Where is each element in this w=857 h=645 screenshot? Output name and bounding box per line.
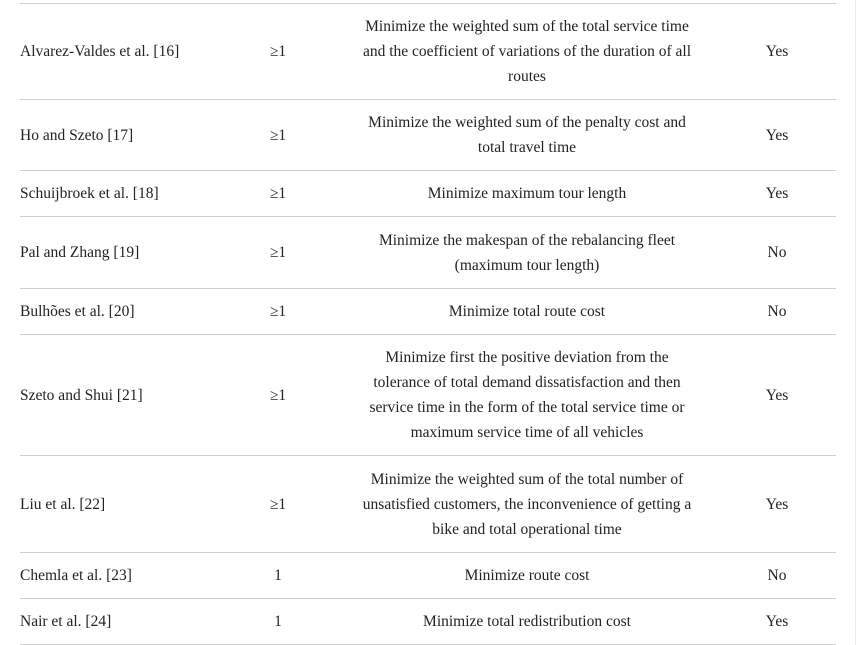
vehicles-cell: ≥1 [269,303,287,320]
table-row [20,335,836,456]
page-edge-divider [855,0,856,645]
objective-text: Minimize the weighted sum of the penalty cost and total travel time [368,114,686,156]
vehicles-cell: ≥1 [269,43,287,60]
study-cell: Szeto and Shui [21] [20,386,143,404]
flag-cell: Yes [765,43,789,60]
objective-text: Minimize route cost [464,567,590,584]
table-row [20,456,836,553]
objective-cell [336,289,718,335]
vehicles-cell: ≥1 [269,495,287,513]
objective-cell [336,456,718,553]
table-row [20,100,836,171]
flag-cell: No [767,244,787,261]
study-cell: Schuijbroek et al. [18] [20,185,159,202]
vehicles-cell: 1 [274,613,282,630]
objective-text: Minimize total redistribution cost [423,613,631,630]
objective-text: Minimize the makespan of the rebalancing fleet (maximum tour length) [378,231,676,274]
table-row [20,171,836,217]
table-row [20,289,836,335]
objective-text: Minimize first the positive deviation from the tolerance of total demand dissatisfaction and then service time in the form of the total service time or maximum service time of all vehicles [369,349,685,441]
flag-cell: Yes [765,613,789,630]
table-row [20,553,836,599]
flag-cell: Yes [765,126,789,144]
vehicles-cell: ≥1 [269,386,287,404]
study-cell: Liu et al. [22] [20,495,106,513]
study-cell: Chemla et al. [23] [20,567,132,584]
study-cell: Pal and Zhang [19] [20,244,140,261]
study-cell: Alvarez-Valdes et al. [16] [20,43,180,60]
literature-table [20,3,836,645]
flag-cell: Yes [765,386,789,404]
objective-text: Minimize the weighted sum of the total service time and the coefficient of variations of the duration of all routes [362,18,692,85]
study-cell: Bulhões et al. [20] [20,303,135,320]
objective-cell [336,553,718,599]
vehicles-cell: ≥1 [269,126,287,144]
objective-cell [336,335,718,456]
objective-cell [336,217,718,289]
table-row [20,4,836,100]
objective-cell [336,4,718,100]
vehicles-cell: 1 [274,567,282,584]
objective-cell [336,100,718,171]
objective-cell [336,171,718,217]
objective-text: Minimize total route cost [448,303,606,320]
objective-cell [336,599,718,645]
table-row [20,217,836,289]
flag-cell: No [767,303,787,320]
study-cell: Nair et al. [24] [20,613,112,630]
objective-text: Minimize the weighted sum of the total number of unsatisfied customers, the inconvenience of getting a bike and total operational time [362,470,692,538]
flag-cell: Yes [765,185,789,202]
literature-table-container [20,3,836,645]
vehicles-cell: ≥1 [269,185,287,202]
study-cell: Ho and Szeto [17] [20,126,134,144]
flag-cell: Yes [765,495,789,513]
vehicles-cell: ≥1 [269,244,287,261]
objective-text: Minimize maximum tour length [427,185,627,202]
table-row [20,599,836,645]
flag-cell: No [767,567,787,584]
